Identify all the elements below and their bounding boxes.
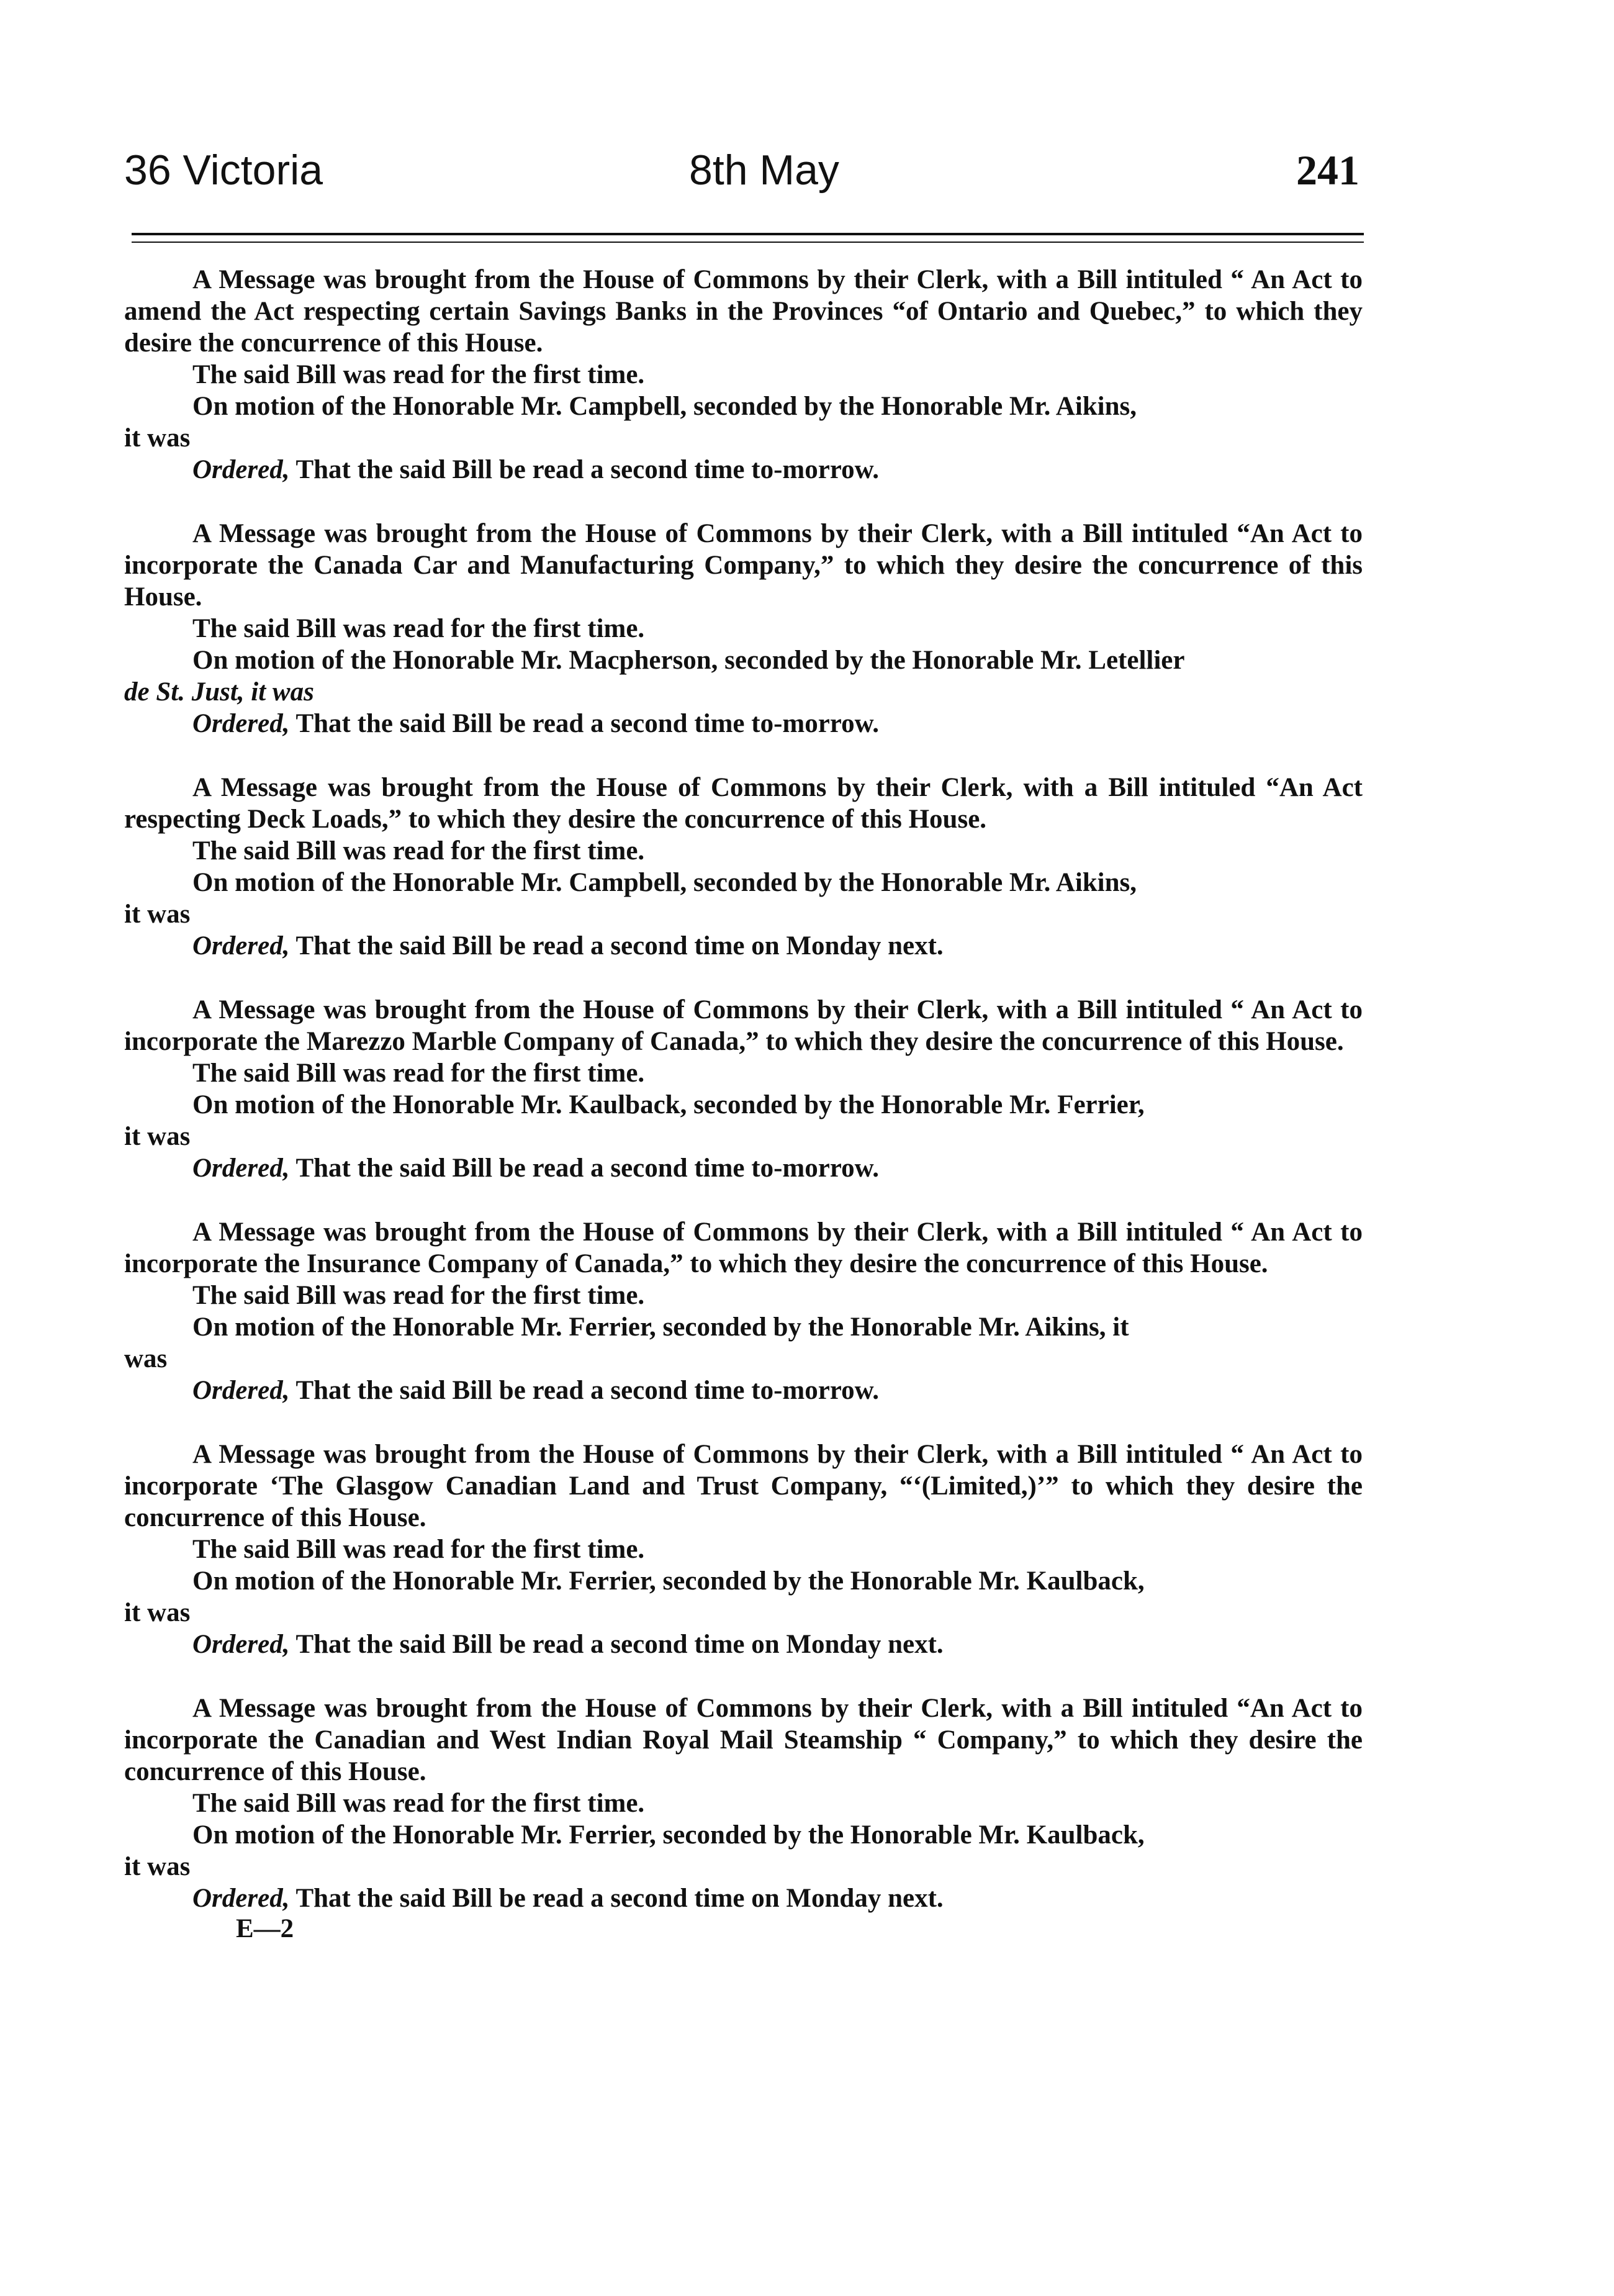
order-text: That the said Bill be read a second time on Monday next. bbox=[295, 931, 944, 960]
first-reading: The said Bill was read for the first time. bbox=[192, 1789, 645, 1818]
first-reading: The said Bill was read for the first time. bbox=[192, 836, 645, 866]
motion: On motion of the Honorable Mr. Macpherson, seconded by the Honorable Mr. Letellier bbox=[192, 646, 1185, 675]
message-paragraph: A Message was brought from the House of Commons by their Clerk, with a Bill intituled “An Act respecting Deck Loads,” to which they desire the concurrence of this House. bbox=[124, 773, 1363, 834]
motion: On motion of the Honorable Mr. Ferrier, seconded by the Honorable Mr. Kaulback, bbox=[192, 1820, 1145, 1850]
signature-mark: E—2 bbox=[236, 1914, 294, 1943]
motion: On motion of the Honorable Mr. Campbell, seconded by the Honorable Mr. Aikins, bbox=[192, 868, 1137, 897]
order bbox=[124, 1882, 1363, 1914]
message-paragraph: A Message was brought from the House of Commons by their Clerk, with a Bill intituled “An Act to incorporate the Canadian and West Indian Royal Mail Steamship “ Company,” to which they desire the concurrence of this House. bbox=[124, 1694, 1363, 1786]
motion-continuation: it was bbox=[124, 1598, 191, 1627]
message-paragraph: A Message was brought from the House of Commons by their Clerk, with a Bill intituled “ An Act to incorporate ‘The Glasgow Canadian Land and Trust Company, “‘(Limited,)’” to which they desire the concurrence of this House. bbox=[124, 1440, 1363, 1532]
session-title: 36 Victoria bbox=[124, 147, 323, 194]
order-text: That the said Bill be read a second time on Monday next. bbox=[295, 1884, 944, 1913]
journal-body bbox=[124, 264, 1363, 1945]
message-paragraph: A Message was brought from the House of Commons by their Clerk, with a Bill intituled “ An Act to incorporate the Marezzo Marble Company of Canada,” to which they desire the concurrence of this House. bbox=[124, 995, 1363, 1056]
order bbox=[124, 1152, 1363, 1184]
order bbox=[124, 454, 1363, 486]
journal-entry bbox=[124, 994, 1363, 1184]
order-text: That the said Bill be read a second time to-morrow. bbox=[295, 455, 880, 484]
message-paragraph: A Message was brought from the House of Commons by their Clerk, with a Bill intituled “ An Act to amend the Act respecting certain Savings Banks in the Provinces “of Ontario and Quebec,” to which they desire the concurrence of this House. bbox=[124, 265, 1363, 358]
motion-continuation: it was bbox=[124, 423, 191, 453]
header-rule-thick bbox=[132, 233, 1364, 235]
order-label: Ordered, bbox=[192, 931, 290, 960]
motion: On motion of the Honorable Mr. Kaulback, seconded by the Honorable Mr. Ferrier, bbox=[192, 1090, 1145, 1119]
page-date: 8th May bbox=[689, 147, 839, 194]
motion: On motion of the Honorable Mr. Ferrier, seconded by the Honorable Mr. Aikins, it bbox=[192, 1313, 1129, 1342]
first-reading: The said Bill was read for the first time. bbox=[192, 1535, 645, 1564]
journal-entry bbox=[124, 1693, 1363, 1914]
journal-entry bbox=[124, 518, 1363, 739]
motion-continuation: it was bbox=[124, 1122, 191, 1151]
journal-entry bbox=[124, 1439, 1363, 1660]
motion: On motion of the Honorable Mr. Campbell, seconded by the Honorable Mr. Aikins, bbox=[192, 392, 1137, 421]
order-label: Ordered, bbox=[192, 1884, 290, 1913]
journal-entry bbox=[124, 772, 1363, 962]
order-label: Ordered, bbox=[192, 1154, 290, 1183]
order-text: That the said Bill be read a second time to-morrow. bbox=[295, 1376, 880, 1405]
order bbox=[124, 1629, 1363, 1660]
first-reading: The said Bill was read for the first time. bbox=[192, 360, 645, 389]
journal-entry bbox=[124, 264, 1363, 486]
header-rule-thin bbox=[132, 242, 1364, 243]
motion-continuation: it was bbox=[124, 900, 191, 929]
motion: On motion of the Honorable Mr. Ferrier, seconded by the Honorable Mr. Kaulback, bbox=[192, 1566, 1145, 1596]
first-reading: The said Bill was read for the first time. bbox=[192, 614, 645, 643]
order-text: That the said Bill be read a second time to-morrow. bbox=[295, 1154, 880, 1183]
order bbox=[124, 708, 1363, 739]
first-reading: The said Bill was read for the first time. bbox=[192, 1059, 645, 1088]
order-label: Ordered, bbox=[192, 709, 290, 738]
order-label: Ordered, bbox=[192, 455, 290, 484]
order-text: That the said Bill be read a second time on Monday next. bbox=[295, 1630, 944, 1659]
order bbox=[124, 1375, 1363, 1406]
motion-continuation: was bbox=[124, 1344, 168, 1373]
message-paragraph: A Message was brought from the House of Commons by their Clerk, with a Bill intituled “An Act to incorporate the Canada Car and Manufacturing Company,” to which they desire the concurrence of this House. bbox=[124, 519, 1363, 612]
order bbox=[124, 930, 1363, 962]
page-header bbox=[124, 146, 1359, 214]
message-paragraph: A Message was brought from the House of Commons by their Clerk, with a Bill intituled “ An Act to incorporate the Insurance Company of Canada,” to which they desire the concurrence of this House. bbox=[124, 1218, 1363, 1278]
order-label: Ordered, bbox=[192, 1630, 290, 1659]
order-text: That the said Bill be read a second time to-morrow. bbox=[295, 709, 880, 738]
page-number: 241 bbox=[1296, 147, 1359, 194]
order-label: Ordered, bbox=[192, 1376, 290, 1405]
journal-entry bbox=[124, 1216, 1363, 1406]
first-reading: The said Bill was read for the first time. bbox=[192, 1281, 645, 1310]
motion-continuation: de St. Just, it was bbox=[124, 677, 314, 707]
motion-continuation: it was bbox=[124, 1852, 191, 1881]
